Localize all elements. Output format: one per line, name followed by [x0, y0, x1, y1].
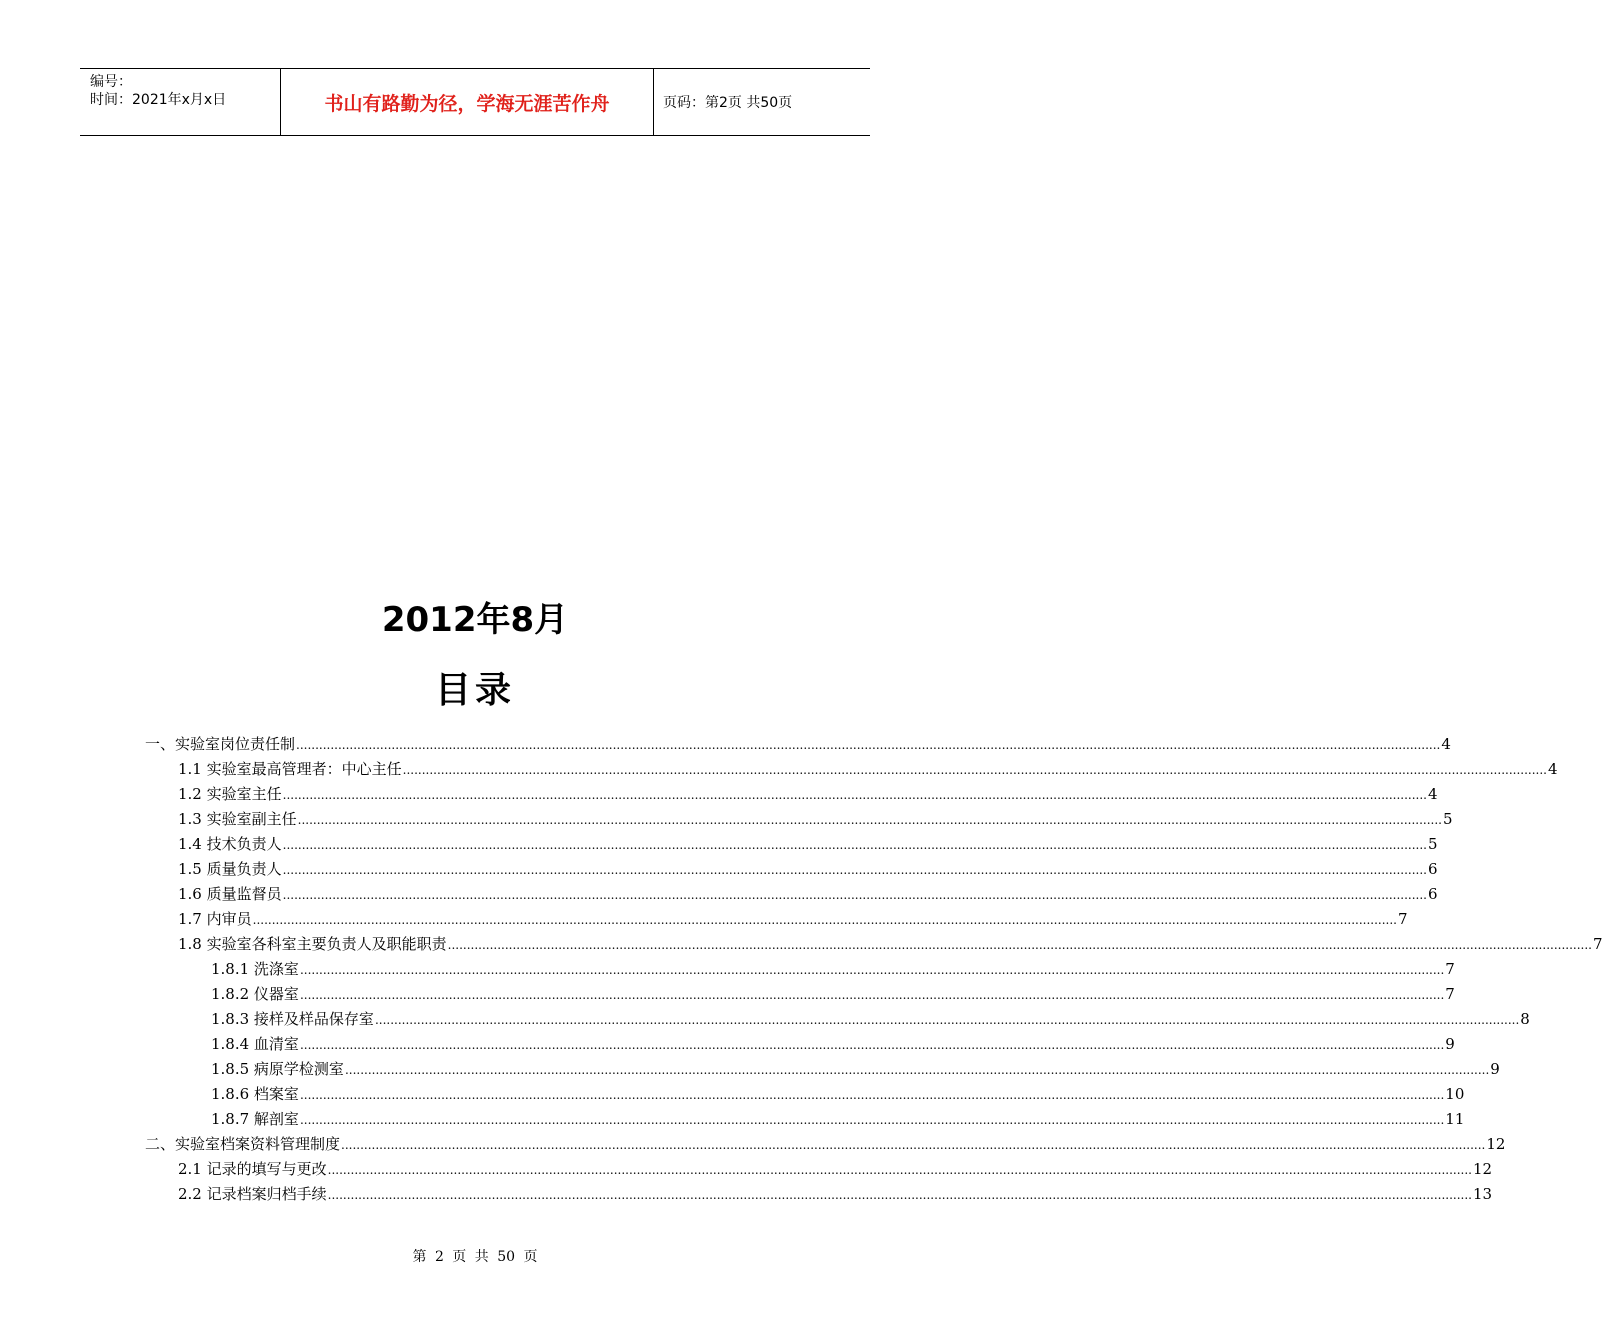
toc-dot-leader: ............................................................................................................................................................................................................................................................................................................ [299, 963, 1445, 977]
toc-entry-title: 1.2 实验室主任 [178, 785, 282, 803]
toc-entry-title: 一、实验室岗位责任制 [145, 735, 296, 753]
toc-entry-title: 1.8.4 血清室 [211, 1035, 299, 1053]
toc-dot-leader: ............................................................................................................................................................................................................................................................................................................ [447, 938, 1592, 952]
toc-entry-title: 1.1 实验室最高管理者：中心主任 [178, 760, 402, 778]
toc-entry-title: 1.8.2 仪器室 [211, 985, 299, 1003]
toc-entry[interactable] [145, 1032, 1455, 1057]
toc-entry-page: 5 [1427, 835, 1438, 853]
toc-dot-leader: ............................................................................................................................................................................................................................................................................................................ [299, 1113, 1445, 1127]
toc-entry[interactable] [145, 807, 1453, 832]
toc-entry-title: 1.8 实验室各科室主要负责人及职能职责 [178, 935, 447, 953]
toc-entry-page: 7 [1397, 910, 1408, 928]
toc-entry-page: 6 [1427, 860, 1438, 878]
toc-entry-page: 7 [1445, 960, 1455, 978]
toc-entry[interactable] [145, 1007, 1530, 1032]
toc-entry-page: 4 [1441, 735, 1451, 753]
toc-entry[interactable] [145, 782, 1438, 807]
toc-entry-title: 1.5 质量负责人 [178, 860, 282, 878]
toc-entry-page: 7 [1592, 935, 1603, 953]
toc-entry-title: 1.8.6 档案室 [211, 1085, 299, 1103]
toc-entry-title: 1.8.5 病原学检测室 [211, 1060, 344, 1078]
toc-dot-leader: ............................................................................................................................................................................................................................................................................................................ [374, 1013, 1520, 1027]
table-of-contents [145, 732, 1603, 1207]
toc-entry[interactable] [145, 982, 1455, 1007]
document-number-label: 编号： [90, 74, 132, 90]
toc-dot-leader: ............................................................................................................................................................................................................................................................................................................ [282, 888, 1427, 902]
toc-entry-title: 1.3 实验室副主任 [178, 810, 297, 828]
toc-entry-page: 9 [1490, 1060, 1500, 1078]
toc-entry[interactable] [145, 1157, 1493, 1182]
toc-entry[interactable] [145, 1182, 1493, 1207]
toc-dot-leader: ............................................................................................................................................................................................................................................................................................................ [282, 838, 1427, 852]
toc-dot-leader: ............................................................................................................................................................................................................................................................................................................ [402, 763, 1547, 777]
toc-entry-title: 1.7 内审员 [178, 910, 252, 928]
toc-dot-leader: ............................................................................................................................................................................................................................................................................................................ [252, 913, 1397, 927]
toc-entry-page: 4 [1547, 760, 1558, 778]
toc-dot-leader: ............................................................................................................................................................................................................................................................................................................ [282, 863, 1427, 877]
document-time: 时间：2021年x月x日 [90, 92, 227, 108]
toc-entry-page: 10 [1445, 1085, 1465, 1103]
toc-entry-page: 9 [1445, 1035, 1455, 1053]
toc-title: 目录 [434, 670, 515, 711]
page-header [80, 68, 870, 136]
toc-dot-leader: ............................................................................................................................................................................................................................................................................................................ [327, 1163, 1472, 1177]
header-page-info: 页码：第2页 共50页 [663, 95, 793, 111]
toc-entry-page: 12 [1486, 1135, 1506, 1153]
header-meta [80, 69, 281, 135]
toc-entry[interactable] [145, 1107, 1465, 1132]
toc-entry[interactable] [145, 932, 1603, 957]
toc-entry-page: 7 [1445, 985, 1455, 1003]
toc-dot-leader: ............................................................................................................................................................................................................................................................................................................ [299, 988, 1445, 1002]
toc-entry-page: 8 [1520, 1010, 1530, 1028]
toc-entry[interactable] [145, 882, 1438, 907]
toc-entry[interactable] [145, 757, 1558, 782]
toc-entry-page: 12 [1472, 1160, 1493, 1178]
toc-entry[interactable] [145, 1057, 1500, 1082]
toc-entry[interactable] [145, 732, 1451, 757]
header-motto: 书山有路勤为径，学海无涯苦作舟 [281, 69, 654, 135]
toc-dot-leader: ............................................................................................................................................................................................................................................................................................................ [299, 1088, 1445, 1102]
toc-dot-leader: ............................................................................................................................................................................................................................................................................................................ [341, 1138, 1486, 1152]
toc-entry-page: 6 [1427, 885, 1438, 903]
toc-entry[interactable] [145, 832, 1438, 857]
toc-dot-leader: ............................................................................................................................................................................................................................................................................................................ [282, 788, 1427, 802]
toc-entry-page: 4 [1427, 785, 1438, 803]
toc-entry[interactable] [145, 1082, 1465, 1107]
toc-entry[interactable] [145, 857, 1438, 882]
toc-entry-title: 1.6 质量监督员 [178, 885, 282, 903]
date-title: 2012年8月 [381, 600, 569, 640]
toc-entry-page: 11 [1445, 1110, 1465, 1128]
toc-dot-leader: ............................................................................................................................................................................................................................................................................................................ [297, 813, 1442, 827]
toc-entry-title: 1.4 技术负责人 [178, 835, 282, 853]
toc-entry-title: 2.1 记录的填写与更改 [178, 1160, 327, 1178]
toc-entry[interactable] [145, 957, 1455, 982]
page-footer: 第 2 页 共 50 页 [412, 1249, 538, 1265]
toc-entry-title: 2.2 记录档案归档手续 [178, 1185, 327, 1203]
toc-dot-leader: ............................................................................................................................................................................................................................................................................................................ [299, 1038, 1445, 1052]
toc-entry[interactable] [145, 1132, 1506, 1157]
toc-dot-leader: ............................................................................................................................................................................................................................................................................................................ [296, 738, 1441, 752]
toc-dot-leader: ............................................................................................................................................................................................................................................................................................................ [344, 1063, 1490, 1077]
toc-entry-title: 1.8.1 洗涤室 [211, 960, 299, 978]
toc-dot-leader: ............................................................................................................................................................................................................................................................................................................ [327, 1188, 1472, 1202]
toc-entry-title: 1.8.7 解剖室 [211, 1110, 299, 1128]
toc-entry-page: 5 [1442, 810, 1453, 828]
toc-entry[interactable] [145, 907, 1408, 932]
toc-entry-title: 二、实验室档案资料管理制度 [145, 1135, 341, 1153]
toc-entry-title: 1.8.3 接样及样品保存室 [211, 1010, 374, 1028]
toc-entry-page: 13 [1472, 1185, 1493, 1203]
